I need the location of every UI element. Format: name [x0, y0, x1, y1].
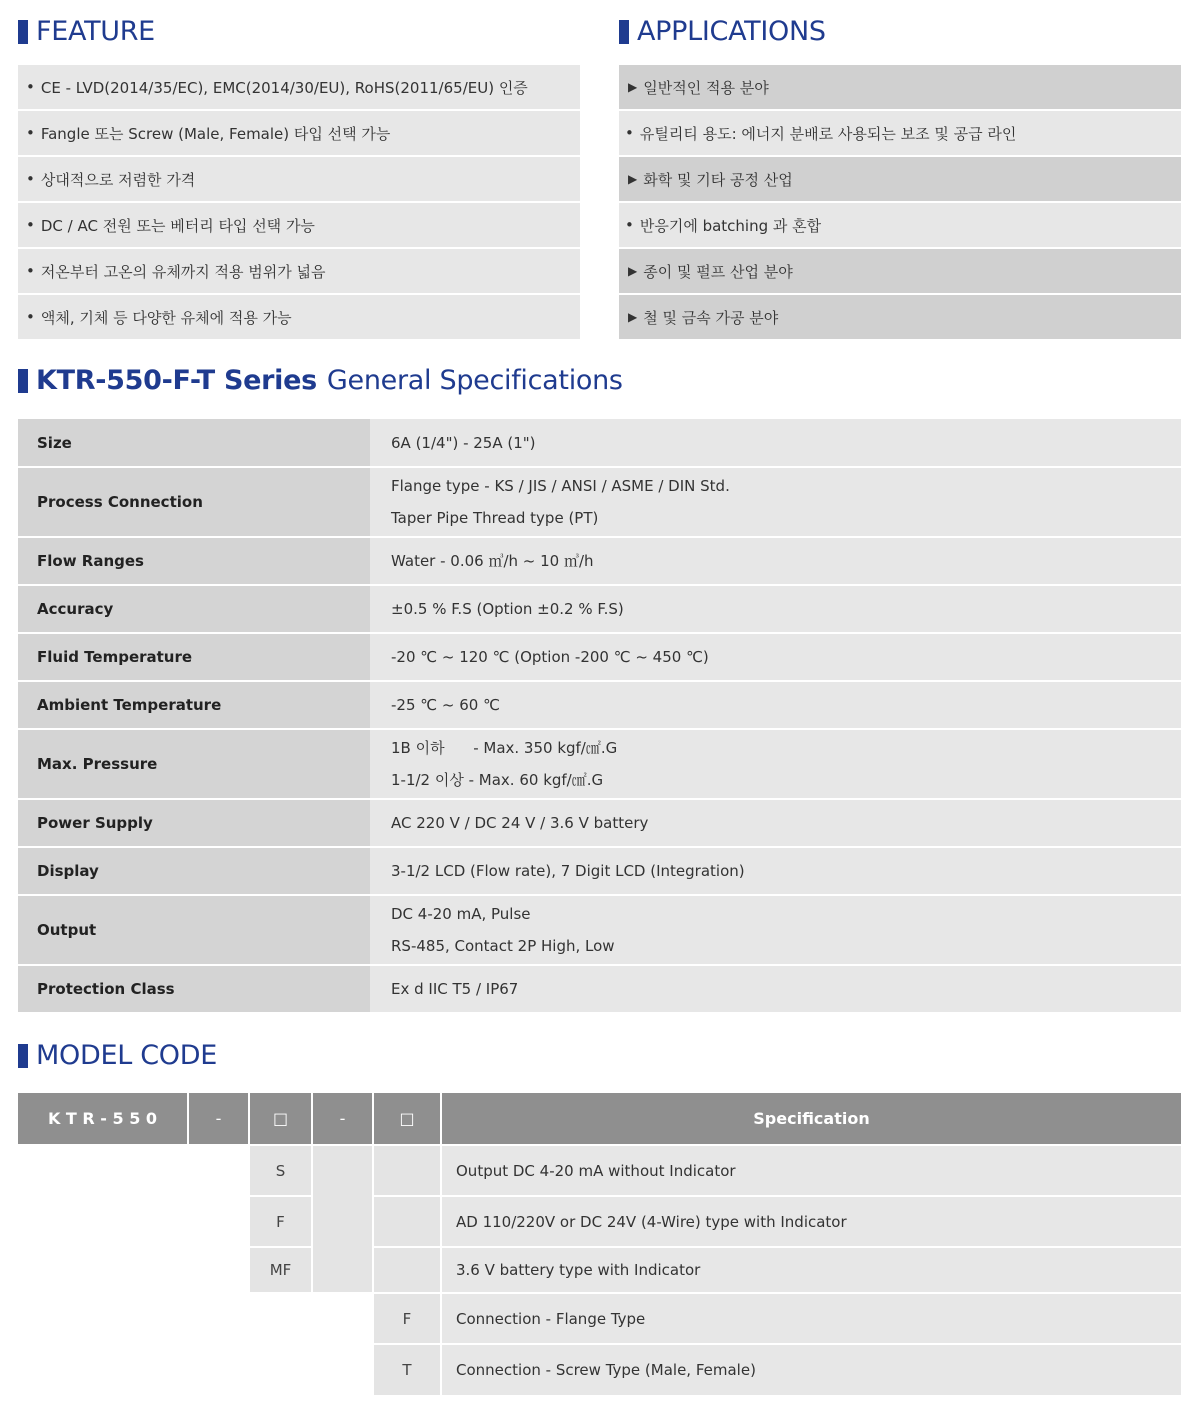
feature-title-text: FEATURE — [36, 16, 155, 47]
application-text: 철 및 금속 가공 분야 — [643, 308, 779, 327]
model-code-description: Connection - Screw Type (Male, Female) — [442, 1345, 1181, 1395]
bullet-icon: • — [26, 124, 35, 142]
triangle-right-icon: ▶ — [628, 80, 638, 94]
applications-title — [619, 16, 826, 47]
spec-key: Fluid Temperature — [18, 633, 370, 681]
spec-table — [18, 419, 1181, 1014]
spec-key: Flow Ranges — [18, 537, 370, 585]
spec-row — [18, 633, 1181, 681]
bullet-icon: • — [26, 78, 35, 96]
spec-value — [370, 681, 1181, 729]
model-code-description: Connection - Flange Type — [442, 1294, 1181, 1343]
spec-key: Power Supply — [18, 799, 370, 847]
spec-title-text: General Specifications — [326, 365, 623, 396]
spec-value — [370, 729, 1181, 799]
spec-value-line: 1-1/2 이상 - Max. 60 kgf/㎠.G — [391, 771, 604, 789]
model-code-option: MF — [250, 1248, 311, 1292]
spec-key: Size — [18, 419, 370, 467]
spec-row — [18, 799, 1181, 847]
feature-item-text: DC / AC 전원 또는 베터리 타입 선택 가능 — [40, 216, 315, 235]
application-text: 화학 및 기타 공정 산업 — [643, 170, 793, 189]
application-text: 반응기에 batching 과 혼합 — [639, 216, 822, 235]
spec-row — [18, 729, 1181, 799]
model-code-option: F — [250, 1197, 311, 1246]
bullet-icon: • — [26, 262, 35, 280]
model-code-spacer — [313, 1146, 372, 1292]
spec-value-line: DC 4-20 mA, Pulse — [391, 905, 531, 923]
spec-key: Output — [18, 895, 370, 965]
spec-value-line: 1B 이하 - Max. 350 kgf/㎠.G — [391, 739, 618, 757]
model-header-dash: - — [313, 1093, 372, 1144]
triangle-right-icon: ▶ — [628, 172, 638, 186]
title-bar — [619, 20, 629, 44]
spec-row — [18, 681, 1181, 729]
bullet-icon: • — [625, 216, 634, 234]
spec-title-model: KTR-550-F-T Series — [36, 365, 317, 396]
feature-list — [18, 65, 580, 341]
spec-value — [370, 799, 1181, 847]
spec-key: Protection Class — [18, 965, 370, 1013]
feature-item-text: Fangle 또는 Screw (Male, Female) 타입 선택 가능 — [40, 124, 391, 143]
model-header-specification: Specification — [442, 1093, 1181, 1144]
spec-row — [18, 537, 1181, 585]
title-bar — [18, 369, 28, 393]
title-bar — [18, 20, 28, 44]
application-item — [619, 111, 1181, 155]
bullet-icon: • — [26, 308, 35, 326]
model-code-option: S — [250, 1146, 311, 1195]
model-code-description: 3.6 V battery type with Indicator — [442, 1248, 1181, 1292]
model-code-description: Output DC 4-20 mA without Indicator — [442, 1146, 1181, 1195]
feature-item-text: 상대적으로 저렴한 가격 — [40, 170, 196, 189]
application-category — [619, 249, 1181, 293]
application-text: 일반적인 적용 분야 — [643, 78, 769, 97]
spec-key: Max. Pressure — [18, 729, 370, 799]
applications-list — [619, 65, 1181, 341]
model-code-description: AD 110/220V or DC 24V (4-Wire) type with Indicator — [442, 1197, 1181, 1246]
spec-row — [18, 419, 1181, 467]
spec-value — [370, 419, 1181, 467]
spec-value — [370, 633, 1181, 681]
model-code-blank — [374, 1197, 440, 1246]
application-text: 종이 및 펄프 산업 분야 — [643, 262, 793, 281]
spec-value-line: Ex d IIC T5 / IP67 — [391, 980, 519, 998]
spec-value — [370, 537, 1181, 585]
feature-item — [18, 249, 580, 293]
feature-item-text: 저온부터 고온의 유체까지 적용 범위가 넓음 — [40, 262, 326, 281]
spec-key: Display — [18, 847, 370, 895]
spec-value — [370, 467, 1181, 537]
spec-value — [370, 965, 1181, 1013]
model-header-box: □ — [250, 1093, 311, 1144]
feature-title — [18, 16, 155, 47]
model-header-dash: - — [189, 1093, 248, 1144]
bullet-icon: • — [625, 124, 634, 142]
application-category — [619, 295, 1181, 339]
spec-row — [18, 585, 1181, 633]
spec-title — [18, 365, 623, 396]
spec-key: Process Connection — [18, 467, 370, 537]
feature-item — [18, 295, 580, 339]
model-code-title-text: MODEL CODE — [36, 1040, 217, 1071]
feature-item — [18, 111, 580, 155]
model-header-base: K T R - 5 5 0 — [18, 1093, 187, 1144]
triangle-right-icon: ▶ — [628, 310, 638, 324]
spec-value — [370, 847, 1181, 895]
feature-item-text: CE - LVD(2014/35/EC), EMC(2014/30/EU), RoHS(2011/65/EU) 인증 — [40, 78, 528, 97]
spec-key: Ambient Temperature — [18, 681, 370, 729]
triangle-right-icon: ▶ — [628, 264, 638, 278]
model-code-option: T — [374, 1345, 440, 1395]
feature-item-text: 액체, 기체 등 다양한 유체에 적용 가능 — [40, 308, 292, 327]
bullet-icon: • — [26, 170, 35, 188]
spec-row — [18, 467, 1181, 537]
spec-row — [18, 847, 1181, 895]
bullet-icon: • — [26, 216, 35, 234]
spec-value-line: ±0.5 % F.S (Option ±0.2 % F.S) — [391, 600, 624, 618]
model-header-box: □ — [374, 1093, 440, 1144]
spec-value-line: Flange type - KS / JIS / ANSI / ASME / DIN Std. — [391, 477, 730, 495]
spec-value-line: -20 ℃ ~ 120 ℃ (Option -200 ℃ ~ 450 ℃) — [391, 648, 709, 666]
title-bar — [18, 1044, 28, 1068]
feature-item — [18, 157, 580, 201]
model-code-option: F — [374, 1294, 440, 1343]
spec-value-line: AC 220 V / DC 24 V / 3.6 V battery — [391, 814, 649, 832]
spec-value-line: RS-485, Contact 2P High, Low — [391, 937, 615, 955]
spec-value — [370, 895, 1181, 965]
spec-value-line: Water - 0.06 ㎥/h ~ 10 ㎥/h — [391, 552, 594, 570]
applications-title-text: APPLICATIONS — [637, 16, 826, 47]
model-code-blank — [374, 1146, 440, 1195]
spec-value-line: 3-1/2 LCD (Flow rate), 7 Digit LCD (Integration) — [391, 862, 745, 880]
spec-value — [370, 585, 1181, 633]
spec-row — [18, 965, 1181, 1013]
model-code-blank — [374, 1248, 440, 1292]
model-code-title — [18, 1040, 217, 1071]
application-category — [619, 65, 1181, 109]
application-item — [619, 203, 1181, 247]
spec-row — [18, 895, 1181, 965]
spec-value-line: 6A (1/4") - 25A (1") — [391, 433, 536, 452]
spec-value-line: -25 ℃ ~ 60 ℃ — [391, 696, 500, 714]
spec-key: Accuracy — [18, 585, 370, 633]
application-text: 유틸리티 용도: 에너지 분배로 사용되는 보조 및 공급 라인 — [639, 124, 1017, 143]
feature-item — [18, 203, 580, 247]
feature-item — [18, 65, 580, 109]
spec-value-line: Taper Pipe Thread type (PT) — [391, 509, 599, 527]
application-category — [619, 157, 1181, 201]
